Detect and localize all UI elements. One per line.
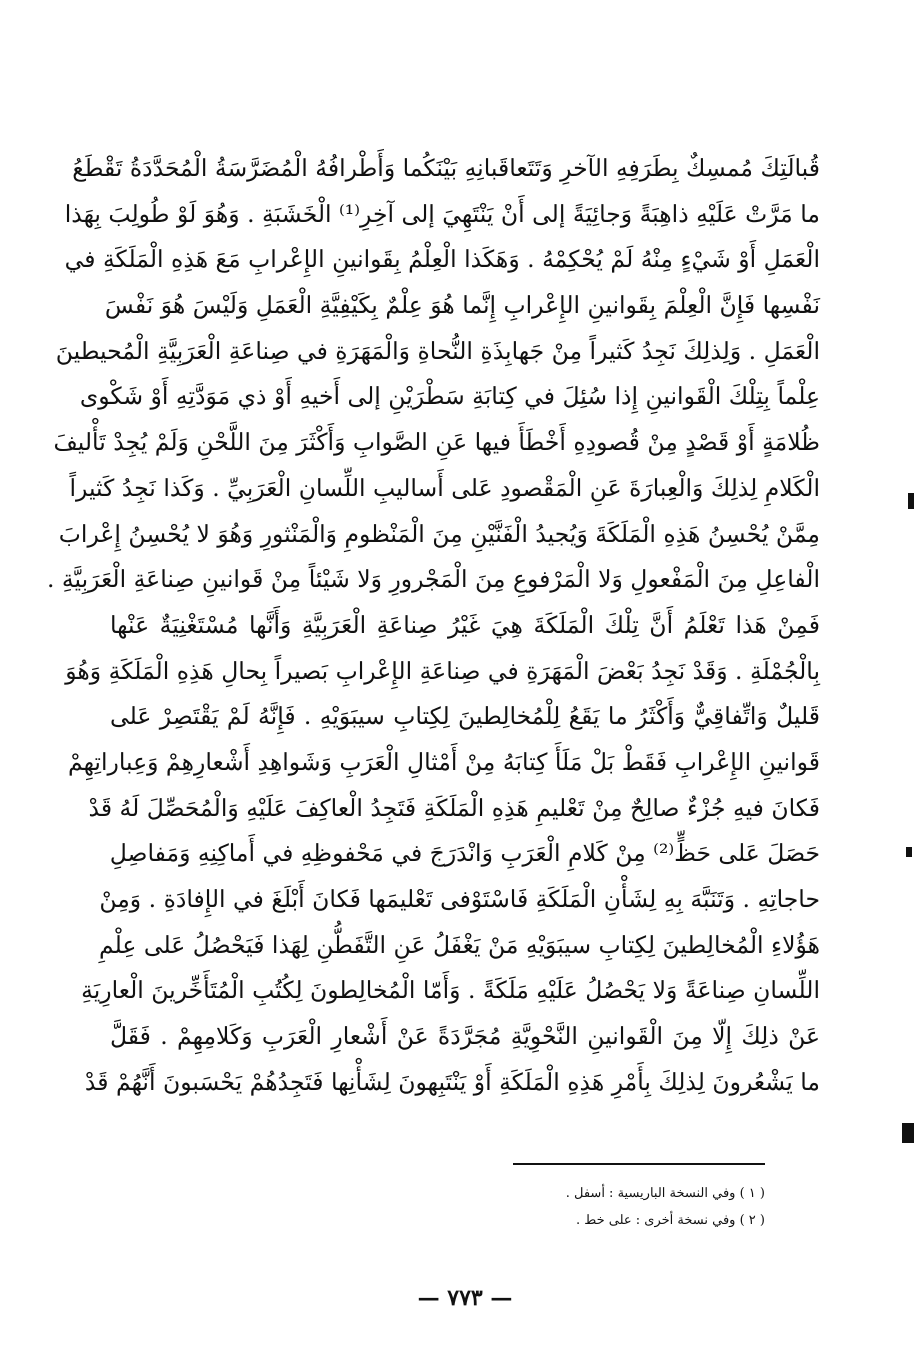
text-line: بِالْجُمْلَةِ . وَقَدْ نَجِدُ بَعْضَ الْمَهَرَةِ في صِناعَةِ الإِعْرابِ بَصيراً بِحالِ هَذِهِ الْمَلَكَةِ وَهُوَ	[65, 656, 820, 685]
text-line: قَليلٌ وَاتِّفاقِيٌّ وَأَكْثَرُ ما يَقَعُ لِلْمُخالِطينَ لِكِتابِ سيبَوَيْهِ . فَإِنَّهُ لَمْ يَقْتَصِرْ عَلى	[110, 702, 820, 731]
page-number: — ٧٧٣ —	[417, 1285, 513, 1311]
text-line: الْكَلامِ لِذلِكَ وَالْعِبارَةَ عَنِ الْمَقْصودِ عَلى أَساليبِ اللِّسانِ الْعَرَبِيِّ . وَكَذا نَجِدُ كَثيراً	[69, 473, 820, 502]
footnote-2: ( ٢ ) وفي نسخة أخرى : على خط .	[575, 1213, 765, 1228]
text-line: ما يَشْعُرونَ لِذلِكَ بِأَمْرِ هَذِهِ الْمَلَكَةِ أَوْ يَنْتَبِهونَ لِشَأْنِها فَتَجِدُهُمْ يَحْسَبونَ أَنَّهُمْ قَدْ	[84, 1067, 820, 1096]
text-line: قُبالَتِكَ مُمسِكٌ بِطَرَفِهِ الآخرِ وَتَتَعاقَبانِهِ بَيْنَكُما وَأَطْرافُهُ الْمُضَرَّسَةُ الْمُحَدَّدَةُ تَقْطَعُ	[72, 154, 820, 182]
text-line: اللِّسانِ صِناعَةً وَلا يَحْصُلُ عَلَيْهِ مَلَكَةً . وَأَمّا الْمُخالِطونَ لِكُتُبِ الْمُتَأَخِّرينَ الْعارِيَةِ	[81, 976, 820, 1005]
text-line: حَصَلَ عَلى حَظٍّ⁽²⁾ مِنْ كَلامِ الْعَرَبِ وَانْدَرَجَ في مَحْفوظِهِ في أَماكِنِهِ وَمَفاصِلِ	[109, 839, 820, 868]
text-line: فَكانَ فيهِ جُزْءٌ صالِحٌ مِنْ تَعْليمِ هَذِهِ الْمَلَكَةِ فَتَجِدُ الْعاكِفَ عَلَيْهِ وَالْمُحَصِّلَ لَهُ قَدْ	[88, 793, 820, 822]
text-line: نَفْسِها فَإِنَّ الْعِلْمَ بِقَوانينِ الإِعْرابِ إِنَّما هُوَ عِلْمٌ بِكَيْفِيَّةِ الْعَمَلِ وَلَيْسَ هُوَ نَفْسَ	[104, 291, 820, 320]
text-line: الْعَمَلِ أَوْ شَيْءٍ مِنْهُ لَمْ يُحْكِمْهُ . وَهَكَذا الْعِلْمُ بِقَوانينِ الإِعْرابِ مَعَ هَذِهِ الْمَلَكَةِ في	[64, 245, 820, 274]
scan-mark	[908, 493, 914, 509]
footnotes	[420, 1180, 765, 1234]
body-text	[46, 146, 820, 1105]
footnote-separator	[513, 1163, 765, 1165]
scan-mark	[906, 847, 912, 857]
text-line: قَوانينِ الإِعْرابِ فَقَطْ بَلْ مَلَأَ كِتابَهُ مِنْ أَمْثالِ الْعَرَبِ وَشَواهِدِ أَشْعارِهِمْ وَعِباراتِهِمْ	[67, 747, 820, 776]
text-line: حاجاتِهِ . وَتَنَبَّهَ بِهِ لِشَأْنِ الْمَلَكَةِ فَاسْتَوْفى تَعْليمَها فَكانَ أَبْلَغَ في الإِفادَةِ . وَمِنْ	[99, 885, 820, 913]
text-line: ما مَرَّتْ عَلَيْهِ ذاهِبَةً وَجائِيَةً إلى أَنْ يَنْتَهِيَ إلى آخِرِ⁽¹⁾ الْخَشَبَةِ . وَهُوَ لَوْ طُولِبَ بِهَذا	[64, 199, 820, 228]
text-line: ظُلامَةٍ أَوْ قَصْدٍ مِنْ قُصودِهِ أَخْطَأَ فيها عَنِ الصَّوابِ وَأَكْثَرَ مِنَ اللَّحْنِ وَلَمْ يُجِدْ تَأْليفَ	[53, 428, 820, 457]
text-line: مِمَّنْ يُحْسِنُ هَذِهِ الْمَلَكَةَ وَيُجيدُ الْفَنَّيْنِ مِنَ الْمَنْظومِ وَالْمَنْثورِ وَهُوَ لا يُحْسِنُ إِعْرابَ	[58, 519, 820, 548]
text-line: الْعَمَلِ . وَلِذلِكَ نَجِدُ كَثيراً مِنْ جَهابِذَةِ النُّحاةِ وَالْمَهَرَةِ في صِناعَةِ الْعَرَبِيَّةِ الْمُحيطينَ	[55, 336, 820, 365]
text-line: عَنْ ذلِكَ إِلّا مِنَ الْقَوانينِ النَّحْوِيَّةِ مُجَرَّدَةً عَنْ أَشْعارِ الْعَرَبِ وَكَلامِهِمْ . فَقَلَّ	[110, 1022, 820, 1051]
footnote-1: ( ١ ) وفي النسخة الباريسية : أسفل .	[565, 1186, 765, 1201]
text-line: هَؤُلاءِ الْمُخالِطينَ لِكِتابِ سيبَوَيْهِ مَنْ يَغْفَلُ عَنِ التَّفَطُّنِ لِهَذا فَيَحْصُلُ عَلى عِلْمِ	[99, 930, 820, 959]
text-line: الْفاعِلِ مِنَ الْمَفْعولِ وَلا الْمَرْفوعِ مِنَ الْمَجْرورِ وَلا شَيْئاً مِنْ قَوانينِ صِناعَةِ الْعَرَبِيَّةِ .	[46, 565, 820, 594]
text-line: عِلْماً بِتِلْكَ الْقَوانينِ إِذا سُئِلَ في كِتابَةِ سَطْرَيْنِ إلى أَخيهِ أَوْ ذي مَوَدَّتِهِ أَوْ شَكْوى	[79, 382, 820, 411]
text-line: فَمِنْ هَذا تَعْلَمُ أَنَّ تِلْكَ الْمَلَكَةَ هِيَ غَيْرُ صِناعَةِ الْعَرَبِيَّةِ وَأَنَّها مُسْتَغْنِيَةٌ عَنْها	[110, 610, 820, 639]
scan-mark	[902, 1123, 914, 1143]
